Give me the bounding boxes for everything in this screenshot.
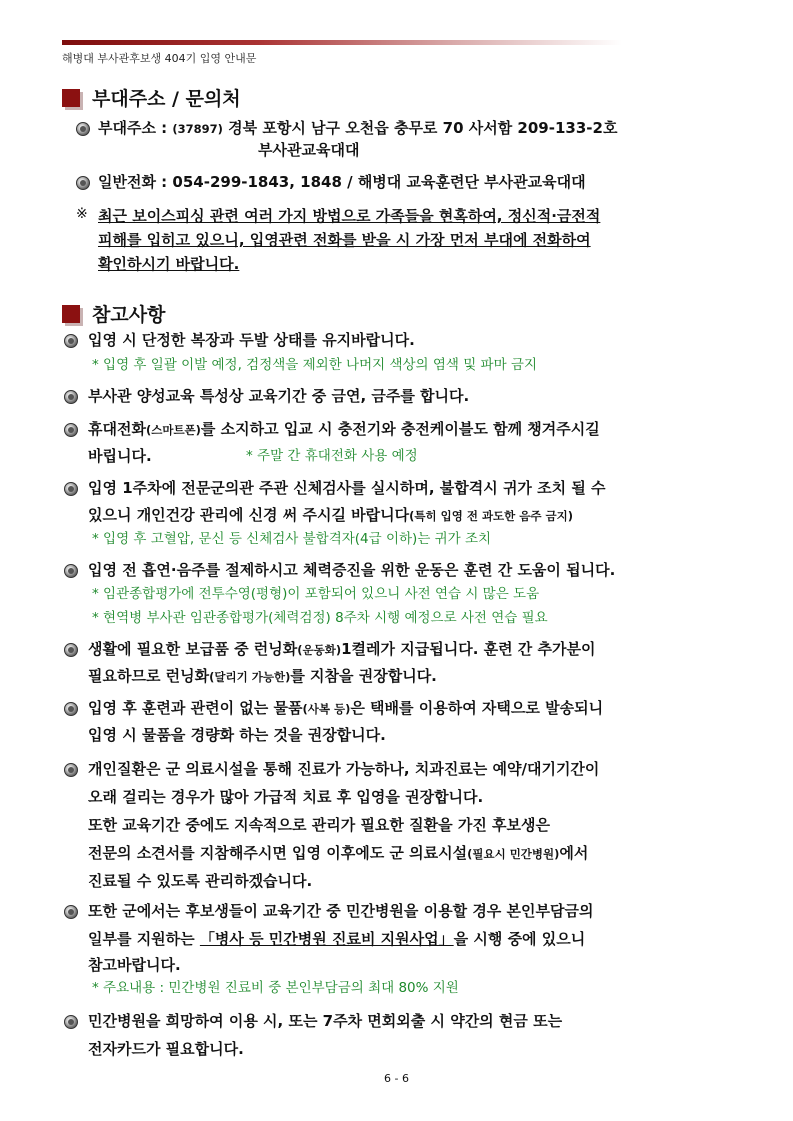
note-item-1: 입영 시 단정한 복장과 두발 상태를 유지바랍니다. [88,331,415,349]
note-item-10-cont: 전자카드가 필요합니다. [88,1040,244,1058]
section-notes [62,300,165,327]
text-small: (운동화) [297,643,342,657]
warning-line-1: 최근 보이스피싱 관련 여러 가지 방법으로 가족들을 현혹하여, 정신적·금전적 [98,207,601,225]
text: 에서 [559,844,589,862]
text: 를 지참을 권장합니다. [290,667,437,685]
address-line [98,118,617,139]
note-item-2: 부사관 양성교육 특성상 교육기간 중 금연, 금주를 합니다. [88,387,470,405]
text-small: (필요시 민간병원) [467,847,560,861]
circle-bullet-icon [64,564,78,578]
text: 1켤레가 지급됩니다. 훈련 간 추가분이 [341,640,596,658]
text: 필요하므로 런닝화 [88,667,210,685]
note-item-7-cont: 입영 시 물품을 경량화 하는 것을 권장합니다. [88,726,386,744]
note-item-9: 또한 군에서는 후보생들이 교육기간 중 민간병원을 이용할 경우 본인부담금의 [88,902,594,920]
address-text: 경북 포항시 남구 오천읍 충무로 70 사서함 209-133-2호 [222,119,618,137]
circle-bullet-icon [64,390,78,404]
text: 생활에 필요한 보급품 중 런닝화 [88,640,298,658]
circle-bullet-icon [64,334,78,348]
note-item-7 [88,698,603,719]
circle-bullet-icon [64,643,78,657]
note-item-8-cont-2: 또한 교육기간 중에도 지속적으로 관리가 필요한 질환을 가진 후보생은 [88,816,550,834]
text: 를 소지하고 입교 시 충전기와 충전케이블도 함께 챙겨주시길 [200,420,600,438]
warning-line-3: 확인하시기 바랍니다. [98,255,240,273]
header-title: 해병대 부사관후보생 404기 입영 안내문 [62,52,257,65]
note-item-8: 개인질환은 군 의료시설을 통해 진료가 가능하나, 치과진료는 예약/대기기간이 [88,760,600,778]
section-title: 부대주소 / 문의처 [92,88,241,110]
circle-bullet-icon [76,176,90,190]
phone-line: 일반전화 : 054-299-1843, 1848 / 해병대 교육훈련단 부사관교육대대 [98,173,586,191]
note-item-9-cont-1 [88,929,585,949]
text-small: (특히 입영 전 과도한 음주 금지) [409,509,573,523]
circle-bullet-icon [64,423,78,437]
note-item-8-cont-3 [88,843,588,864]
note-item-3 [88,419,600,440]
reference-mark: ※ [76,206,88,222]
square-bullet-icon [62,89,80,107]
text: 입영 후 훈련과 관련이 없는 물품 [88,699,303,717]
note-item-3-detail: * 주말 간 휴대전화 사용 예정 [246,448,418,464]
note-item-6 [88,639,596,660]
zip-code: (37897) [172,122,223,136]
header-rule [62,40,622,45]
address-label: 부대주소 : [98,119,173,137]
note-item-6-cont [88,666,437,687]
section-title: 참고사항 [92,304,166,326]
note-item-1-detail: * 입영 후 일괄 이발 예정, 검정색을 제외한 나머지 색상의 염색 및 파마 금지 [92,357,538,373]
note-item-5: 입영 전 흡연·음주를 절제하시고 체력증진을 위한 운동은 훈련 간 도움이 됩니다. [88,561,616,579]
circle-bullet-icon [64,1015,78,1029]
circle-bullet-icon [64,763,78,777]
address-line-2: 부사관교육대대 [258,141,360,159]
text: 을 시행 중에 있으니 [453,930,586,948]
note-item-9-cont-2: 참고바랍니다. [88,956,181,974]
text: 휴대전화 [88,420,146,438]
text-small: (사복 등) [302,702,351,716]
note-item-9-detail: * 주요내용 : 민간병원 진료비 중 본인부담금의 최대 80% 지원 [92,980,459,996]
section-contact [62,84,241,111]
circle-bullet-icon [64,702,78,716]
text-small: (달리기 가능한) [209,670,291,684]
note-item-8-cont-1: 오래 걸리는 경우가 많아 가급적 치료 후 입영을 권장합니다. [88,788,484,806]
note-item-4-cont [88,505,573,526]
note-item-10: 민간병원을 희망하여 이용 시, 또는 7주차 면회외출 시 약간의 현금 또는 [88,1012,563,1030]
note-item-4-detail: * 입영 후 고혈압, 문신 등 신체검사 불합격자(4급 이하)는 귀가 조치 [92,531,492,547]
circle-bullet-icon [64,905,78,919]
note-item-8-cont-4: 진료될 수 있도록 관리하겠습니다. [88,872,313,890]
circle-bullet-icon [64,482,78,496]
square-bullet-icon [62,305,80,323]
text: 은 택배를 이용하여 자택으로 발송되니 [350,699,604,717]
text: 전문의 소견서를 지참해주시면 입영 이후에도 군 의료시설 [88,844,468,862]
note-item-5-detail-2: * 현역병 부사관 임관종합평가(체력검정) 8주차 시행 예정으로 사전 연습 필요 [92,610,548,626]
text-small: (스마트폰) [145,423,201,437]
circle-bullet-icon [76,122,90,136]
text: 있으니 개인건강 관리에 신경 써 주시길 바랍니다 [88,506,410,524]
note-item-4: 입영 1주차에 전문군의관 주관 신체검사를 실시하며, 불합격시 귀가 조치 될 수 [88,479,606,497]
program-name: 「병사 등 민간병원 진료비 지원사업」 [199,930,454,948]
note-item-5-detail-1: * 임관종합평가에 전투수영(평형)이 포함되어 있으니 사전 연습 시 많은 도움 [92,586,540,602]
note-item-3-cont: 바립니다. [88,447,152,465]
text: 일부를 지원하는 [88,930,200,948]
warning-line-2: 피해를 입히고 있으니, 입영관련 전화를 받을 시 가장 먼저 부대에 전화하여 [98,231,591,249]
page-number: 6 - 6 [384,1072,409,1085]
